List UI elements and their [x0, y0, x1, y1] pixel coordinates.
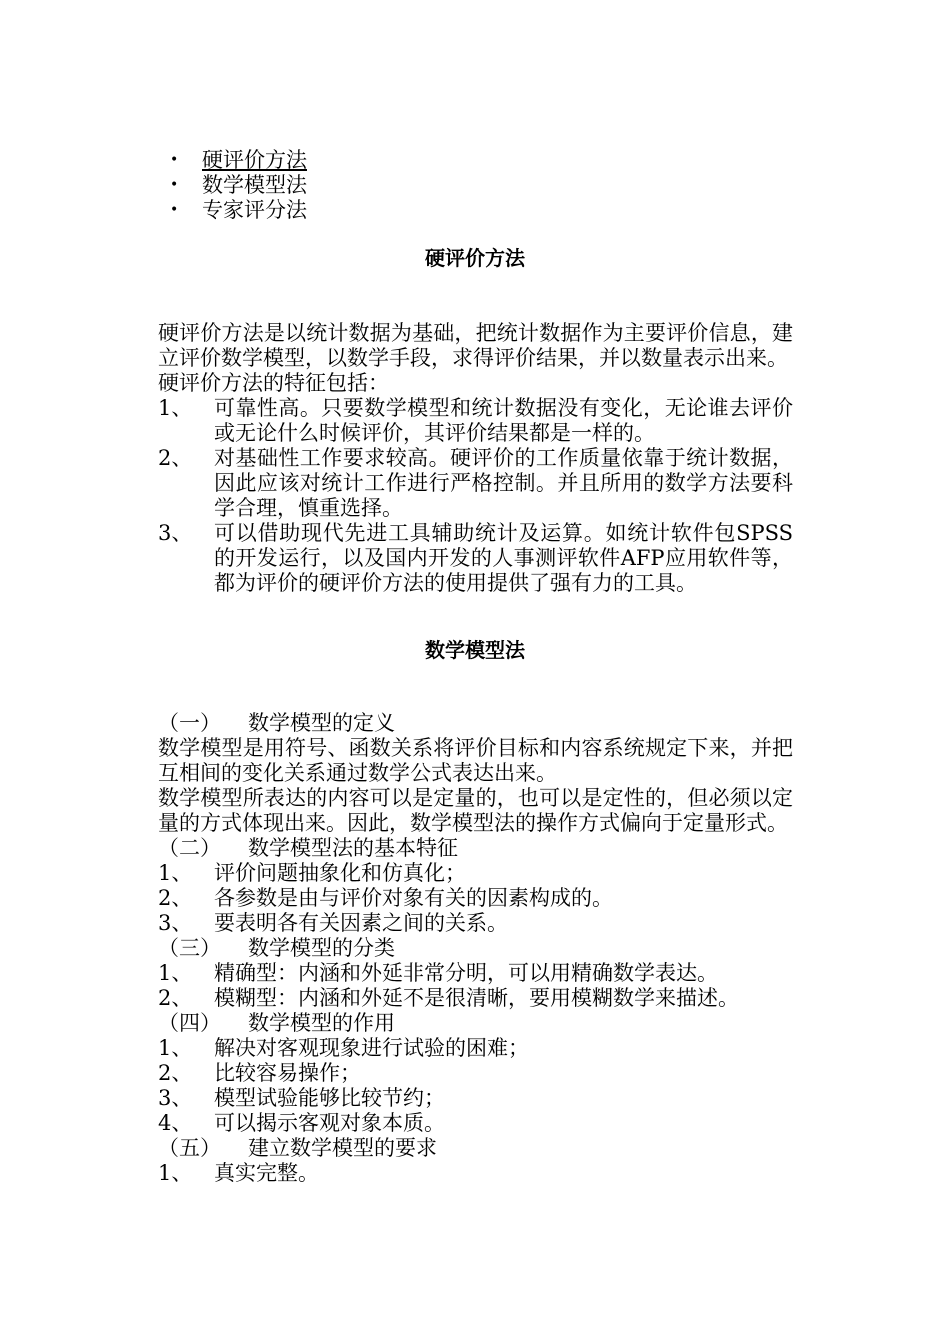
subheading: （一） 数学模型的定义 — [158, 711, 395, 735]
toc-item-expert-scoring: • 专家评分法 — [170, 198, 307, 223]
list-item: 2、 对基础性工作要求较高。硬评价的工作质量依靠于统计数据，因此应该对统计工作进行严格控制。并且所用的数学方法要科学合理，慎重选择。 — [158, 446, 793, 520]
list-item: 1、 解决对客观现象进行试验的困难； — [158, 1036, 529, 1060]
subheading: （四） 数学模型的作用 — [158, 1011, 395, 1035]
toc-item-hard-evaluation[interactable] — [170, 148, 307, 173]
definition-paragraph: 数学模型所表达的内容可以是定量的，也可以是定性的，但必须以定量的方式体现出来。因此，数学模型法的操作方式偏向于定量形式。 — [158, 786, 793, 835]
definition-paragraph: 数学模型是用符号、函数关系将评价目标和内容系统规定下来，并把互相间的变化关系通过数学公式表达出来。 — [158, 736, 793, 785]
list-item: 1、 可靠性高。只要数学模型和统计数据没有变化，无论谁去评价或无论什么时候评价，其评价结果都是一样的。 — [158, 396, 793, 445]
subheading: （五） 建立数学模型的要求 — [158, 1136, 437, 1160]
features-lead: 硬评价方法的特征包括： — [158, 371, 389, 395]
subheading: （二） 数学模型法的基本特征 — [158, 836, 458, 860]
toc-item-math-model: • 数学模型法 — [170, 173, 307, 198]
list-item: 3、 可以借助现代先进工具辅助统计及运算。如统计软件包SPSS的开发运行，以及国内开发的人事测评软件AFP应用软件等，都为评价的硬评价方法的使用提供了强有力的工具。 — [158, 521, 793, 595]
list-item: 4、 可以揭示客观对象本质。 — [158, 1111, 445, 1135]
section1-body — [158, 321, 793, 596]
intro-paragraph: 硬评价方法是以统计数据为基础，把统计数据作为主要评价信息，建立评价数学模型，以数学手段，求得评价结果，并以数量表示出来。 — [158, 321, 793, 370]
list-item: 2、 模糊型：内涵和外延不是很清晰，要用模糊数学来描述。 — [158, 986, 739, 1010]
toc-link[interactable]: 硬评价方法 — [202, 148, 307, 172]
list-item: 1、 真实完整。 — [158, 1161, 319, 1185]
section-title-math-model: 数学模型法 — [425, 638, 525, 662]
list-item: 2、 比较容易操作； — [158, 1061, 361, 1085]
table-of-contents — [170, 148, 307, 223]
list-item: 1、 评价问题抽象化和仿真化； — [158, 861, 466, 885]
section2-body — [158, 711, 793, 1186]
list-item: 3、 模型试验能够比较节约； — [158, 1086, 445, 1110]
list-item: 3、 要表明各有关因素之间的关系。 — [158, 911, 508, 935]
list-item: 2、 各参数是由与评价对象有关的因素构成的。 — [158, 886, 613, 910]
list-item: 1、 精确型：内涵和外延非常分明，可以用精确数学表达。 — [158, 961, 718, 985]
subheading: （三） 数学模型的分类 — [158, 936, 395, 960]
section-title-hard-evaluation: 硬评价方法 — [425, 246, 525, 270]
